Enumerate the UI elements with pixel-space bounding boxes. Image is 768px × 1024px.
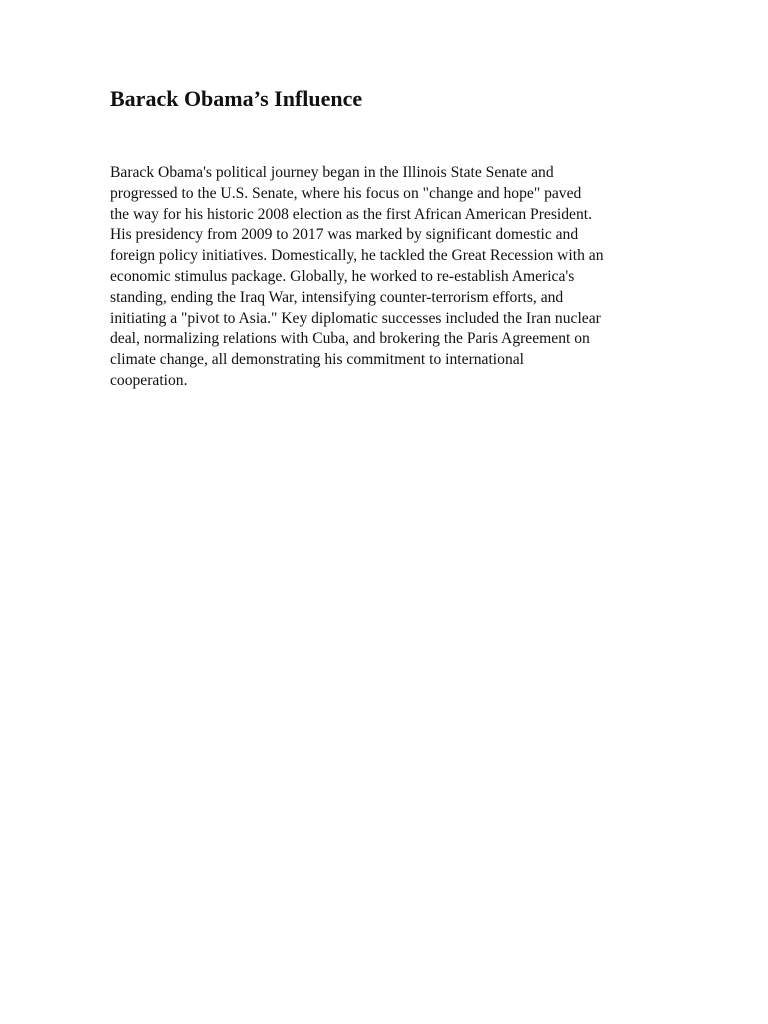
paragraph-line: His presidency from 2009 to 2017 was marked by significant domestic and bbox=[110, 226, 579, 244]
paragraph-line: standing, ending the Iraq War, intensifying counter-terrorism efforts, and bbox=[110, 288, 564, 306]
paragraph-line: cooperation. bbox=[110, 371, 188, 389]
paragraph-line: economic stimulus package. Globally, he worked to re-establish America's bbox=[110, 267, 575, 285]
paragraph-line: progressed to the U.S. Senate, where his focus on "change and hope" paved bbox=[110, 184, 582, 202]
document-title: Barack Obama’s Influence bbox=[110, 86, 363, 111]
paragraph-line: Barack Obama's political journey began in the Illinois State Senate and bbox=[110, 164, 554, 181]
paragraph-line: climate change, all demonstrating his commitment to international bbox=[110, 351, 524, 369]
paragraph-line: initiating a "pivot to Asia." Key diplomatic successes included the Iran nuclear bbox=[110, 309, 601, 327]
paragraph-line: deal, normalizing relations with Cuba, and brokering the Paris Agreement on bbox=[110, 330, 590, 348]
document-paragraph bbox=[110, 163, 662, 392]
paragraph-line: foreign policy initiatives. Domestically, he tackled the Great Recession with an bbox=[110, 247, 604, 265]
paragraph-line: the way for his historic 2008 election as the first African American President. bbox=[110, 205, 592, 223]
